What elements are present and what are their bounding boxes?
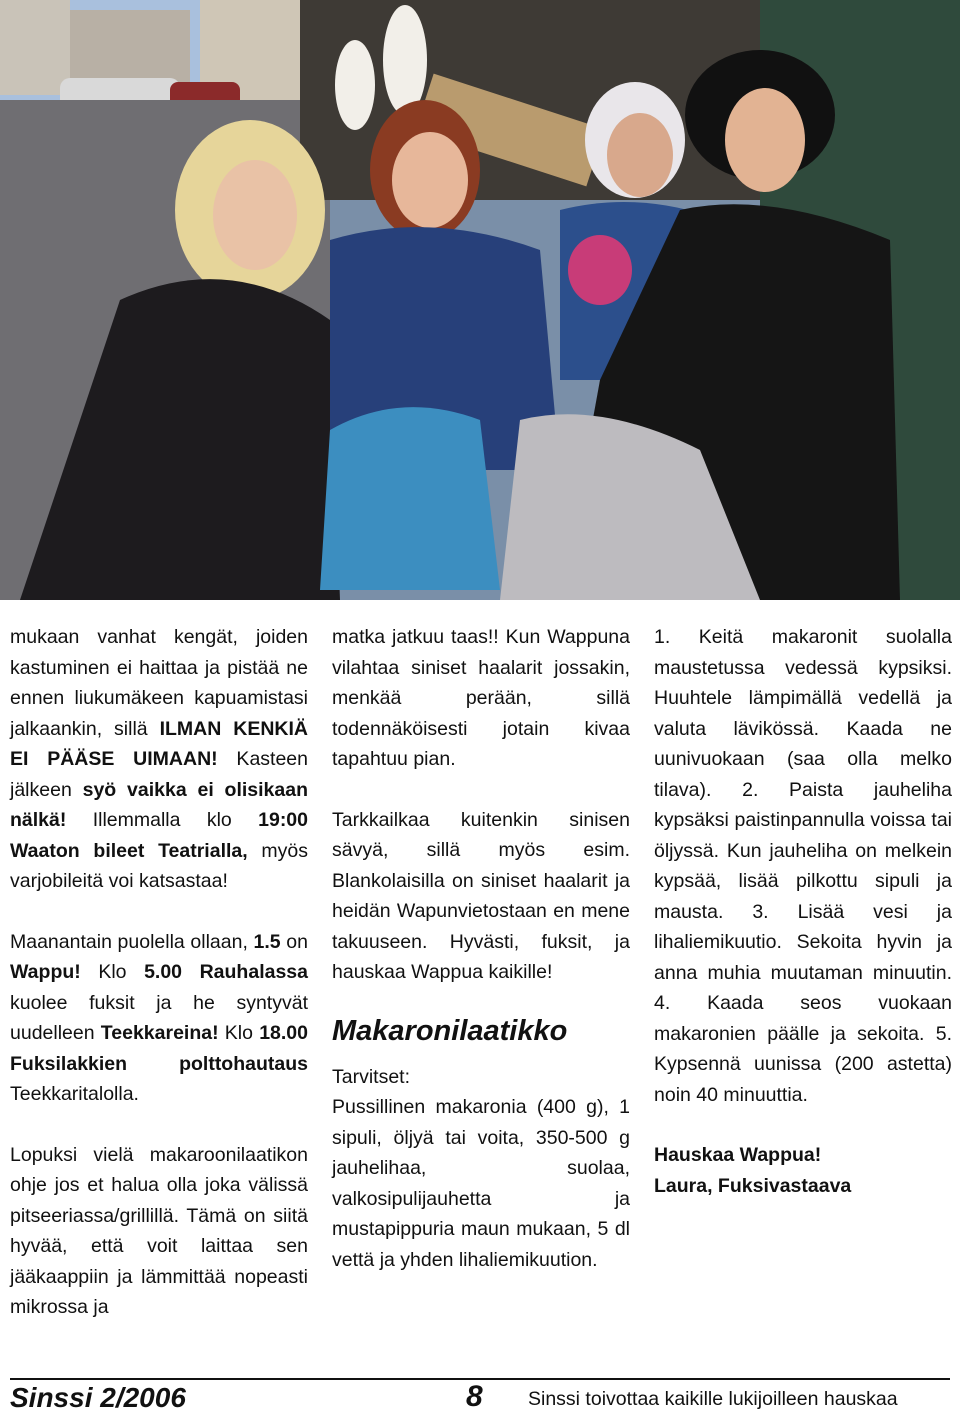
paragraph-instructions: mukaan vanhat kengät, joiden kastuminen ei haittaa ja pistää ne ennen liukumäkeen kapuamistasi jalkaankin, sillä ILMAN KENKIÄ EI PÄÄSE UIMAAN! Kasteen jälkeen syö vaikka ei olisikaan nälkä! Illemmalla klo 19:00 Waaton bileet Teatrialla, myös varjobileitä voi katsastaa! bbox=[10, 626, 308, 892]
column-left bbox=[10, 622, 308, 1323]
column-middle bbox=[332, 622, 630, 1275]
ingredients-list: Pussillinen makaronia (400 g), 1 sipuli, öljyä tai voita, 350-500 g jauhelihaa, suolaa, valkosipulijauhetta ja mustapippuria maun mukaan, 5 dl vettä ja yhden lihaliemikuution. bbox=[332, 1096, 630, 1271]
paragraph-wappu-schedule: Maanantain puolella ollaan, 1.5 on Wappu! Klo 5.00 Rauhalassa kuolee fuksit ja he syntyvät uudelleen Teekkareina! Klo 18.00 Fuksilakkien polttohautaus Teekkaritalolla. bbox=[10, 930, 308, 1105]
paragraph-recipe-intro: Lopuksi vielä makaroonilaatikon ohje jos et halua olla joka välissä pitseeriassa/grillillä. Tämä on siitä hyvää, että voit laittaa sen jääkaappiin ja lämmittää nopeasti mikrossa ja bbox=[10, 1143, 308, 1318]
footer-tagline: Sinssi toivottaa kaikille lukijoilleen hauskaa bbox=[528, 1388, 898, 1410]
sign-off-author: Laura, Fuksivastaava bbox=[654, 1174, 852, 1197]
group-photo-icon bbox=[0, 0, 960, 600]
footer-issue: Sinssi 2/2006 bbox=[10, 1382, 186, 1413]
ingredients-label: Tarvitset: bbox=[332, 1065, 411, 1088]
recipe-heading: Makaronilaatikko bbox=[332, 1014, 568, 1047]
paragraph-continued: matka jatkuu taas!! Kun Wappuna vilahtaa siniset haalarit jossakin, menkää perään, sillä todennäköisesti jotain kivaa tapahtuu pian. bbox=[332, 626, 630, 770]
group-photo bbox=[0, 0, 960, 600]
recipe-steps: 1. Keitä makaronit suolalla maustetussa vedessä kypsiksi. Huuhtele lämpimällä vedellä ja valuta lävikössä. Kaada ne uunivuokaan (saa olla melko tilava). 2. Paista jauheliha kypsäksi paistinpannulla voissa tai öljyssä. Kun jauheliha on melkein kypsää, lisää pilkottu sipuli ja mausta. 3. Lisää vesi ja lihaliemikuutio. Sekoita hyvin ja anna muhia muutaman minuutin. 4. Kaada seos vuokaan makaronien päälle ja sekoita. 5. Kypsennä uunissa (200 astetta) noin 40 minuuttia. bbox=[654, 626, 952, 1106]
footer-page-number: 8 bbox=[466, 1380, 483, 1413]
sign-off-greeting: Hauskaa Wappua! bbox=[654, 1144, 822, 1166]
paragraph-blue-overalls: Tarkkailkaa kuitenkin sinisen sävyä, sillä myös esim. Blankolaisilla on siniset haalarit ja heidän Wapunvietostaan en mene takuuseen. Hyvästi, fuksit, ja hauskaa Wappua kaikille! bbox=[332, 808, 630, 983]
column-right bbox=[654, 622, 952, 1201]
